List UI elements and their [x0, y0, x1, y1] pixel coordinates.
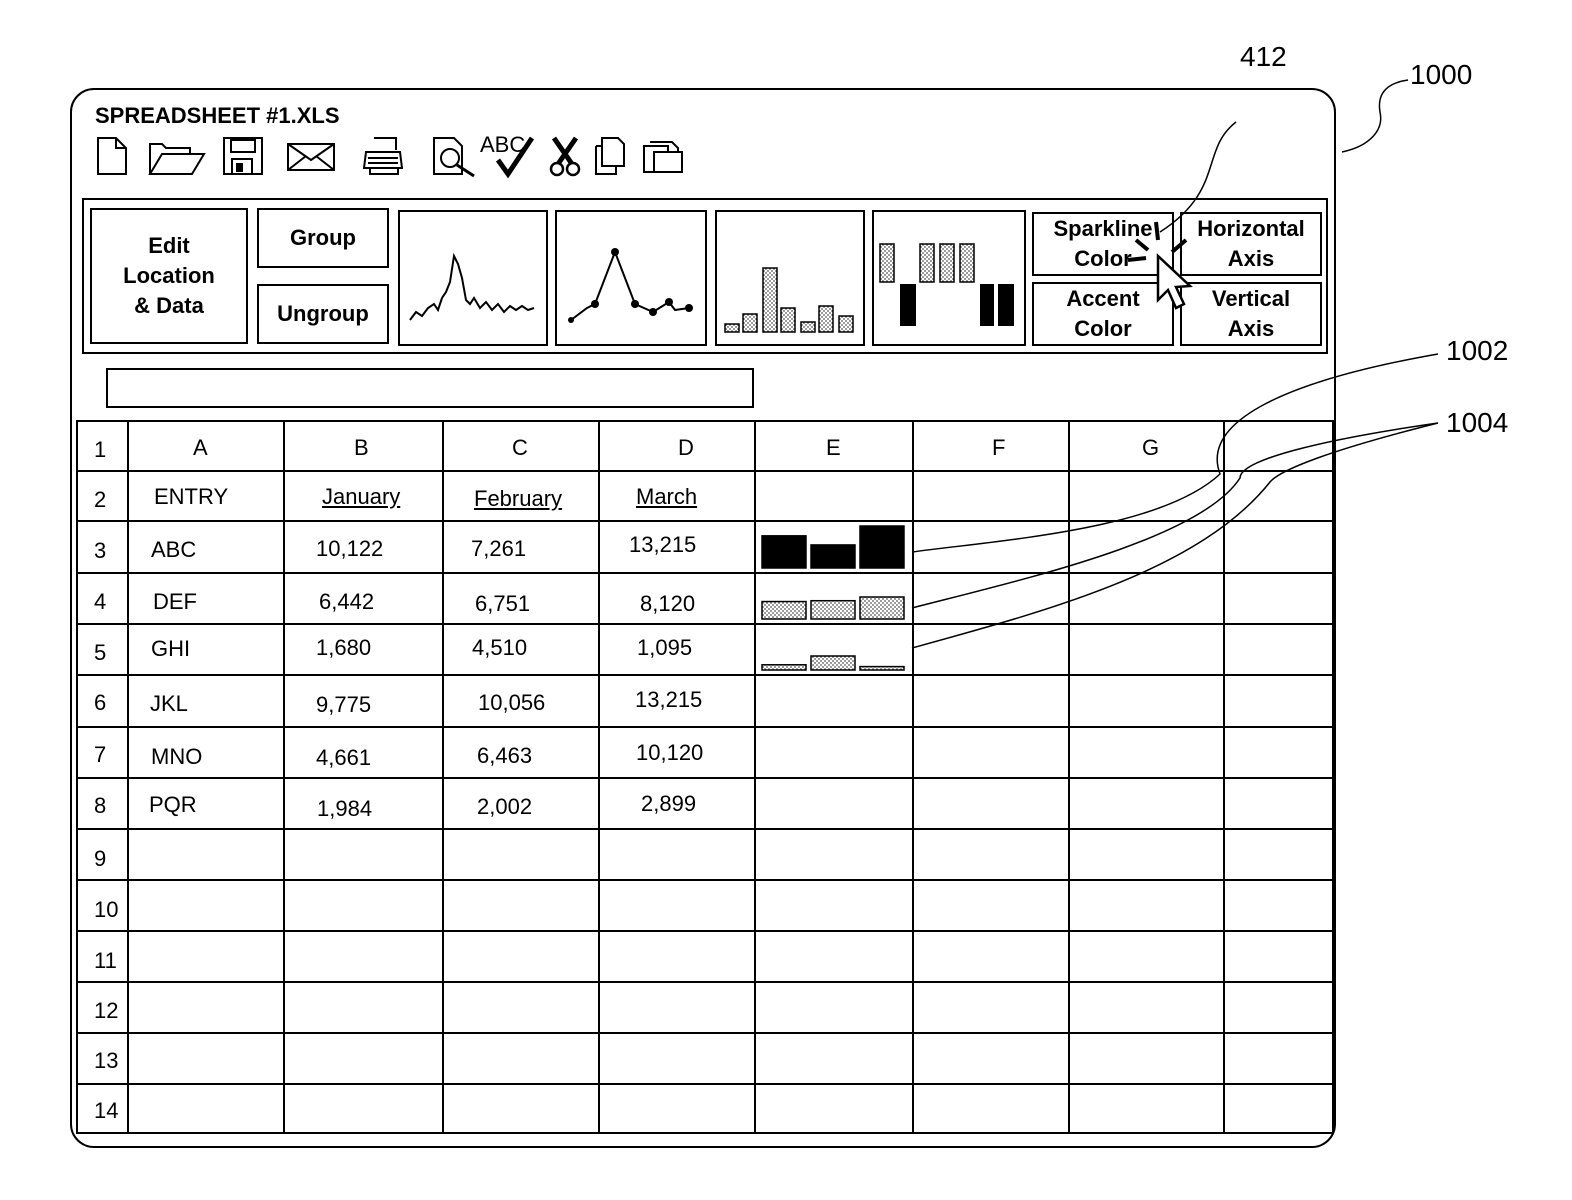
ungroup-button[interactable]: Ungroup — [257, 284, 389, 344]
cell-value[interactable]: 1,095 — [637, 635, 693, 660]
row-number[interactable]: 5 — [94, 640, 107, 665]
cell-entry[interactable]: PQR — [149, 792, 197, 817]
cell-value[interactable]: 1,680 — [316, 635, 372, 660]
edit-location-data-button[interactable]: Edit Location & Data — [90, 208, 248, 344]
cell-value[interactable]: 1,984 — [317, 796, 373, 821]
cell-value[interactable]: 6,751 — [475, 591, 531, 616]
leader-line-1004-a — [912, 423, 1438, 608]
sparkline-bar-def-3 — [860, 597, 904, 619]
header-march[interactable]: March — [636, 484, 698, 509]
group-button[interactable]: Group — [257, 208, 389, 268]
column-header-c[interactable]: C — [512, 435, 528, 460]
cell-value[interactable]: 4,661 — [316, 745, 372, 770]
row-number[interactable]: 9 — [94, 846, 107, 871]
row-number[interactable]: 2 — [94, 487, 107, 512]
sparkline-bar-abc-1 — [762, 536, 806, 568]
leader-line-1004-b — [912, 423, 1438, 648]
cell-value[interactable]: 6,442 — [319, 589, 375, 614]
sparkline-bar-abc-2 — [811, 545, 855, 568]
cell-entry[interactable]: GHI — [151, 636, 191, 661]
mouse-pointer-icon — [1128, 222, 1190, 308]
cell-entry[interactable]: DEF — [153, 589, 197, 614]
cell-value[interactable]: 13,215 — [635, 687, 703, 712]
row-number[interactable]: 4 — [94, 589, 107, 614]
row-number[interactable]: 12 — [94, 998, 119, 1023]
cell-value[interactable]: 13,215 — [629, 532, 697, 557]
vertical-axis-button[interactable]: Vertical Axis — [1180, 282, 1322, 346]
leader-line-412 — [1160, 122, 1236, 232]
sparkline-bar-ghi-1 — [762, 665, 806, 670]
callout-1000: 1000 — [1410, 59, 1473, 90]
row-number[interactable]: 3 — [94, 538, 107, 563]
header-february[interactable]: February — [474, 486, 563, 511]
cell-value[interactable]: 10,120 — [636, 740, 704, 765]
cell-entry[interactable]: MNO — [151, 744, 203, 769]
window-title: SPREADSHEET #1.XLS — [95, 103, 340, 128]
sparkline-bar-abc-3 — [860, 526, 904, 568]
sparkline-bar-ghi-2 — [811, 656, 855, 670]
horizontal-axis-button[interactable]: Horizontal Axis — [1180, 212, 1322, 276]
cell-value[interactable]: 10,122 — [316, 536, 384, 561]
row-number[interactable]: 1 — [94, 437, 107, 462]
cell-value[interactable]: 9,775 — [316, 692, 372, 717]
row-number[interactable]: 7 — [94, 742, 107, 767]
spell-check-label: ABC — [480, 132, 526, 157]
callout-1002: 1002 — [1446, 335, 1509, 366]
callout-1004: 1004 — [1446, 407, 1509, 438]
column-header-g[interactable]: G — [1142, 435, 1160, 460]
cell-entry[interactable]: ABC — [151, 537, 197, 562]
cell-value[interactable]: 10,056 — [478, 690, 546, 715]
cell-value[interactable]: 7,261 — [471, 536, 527, 561]
cell-value[interactable]: 4,510 — [472, 635, 528, 660]
leader-line-1000 — [1342, 80, 1408, 152]
column-header-d[interactable]: D — [678, 435, 694, 460]
column-header-f[interactable]: F — [992, 435, 1006, 460]
sparkline-bar-def-2 — [811, 601, 855, 619]
column-header-b[interactable]: B — [354, 435, 369, 460]
row-number[interactable]: 8 — [94, 793, 107, 818]
header-entry[interactable]: ENTRY — [154, 484, 229, 509]
row-number[interactable]: 10 — [94, 897, 119, 922]
row-number[interactable]: 14 — [94, 1098, 119, 1123]
cell-value[interactable]: 6,463 — [477, 743, 533, 768]
cell-value[interactable]: 2,002 — [477, 794, 533, 819]
cell-value[interactable]: 8,120 — [640, 591, 696, 616]
row-number[interactable]: 11 — [94, 948, 117, 973]
column-header-e[interactable]: E — [826, 435, 841, 460]
cell-entry[interactable]: JKL — [150, 691, 188, 716]
sparkline-bar-def-1 — [762, 602, 806, 619]
accent-color-button[interactable]: Accent Color — [1032, 282, 1174, 346]
sparkline-bar-ghi-3 — [860, 667, 904, 670]
sparkline-color-button[interactable]: Sparkline Color — [1032, 212, 1174, 276]
column-header-a[interactable]: A — [193, 435, 208, 460]
cell-value[interactable]: 2,899 — [641, 791, 697, 816]
header-january[interactable]: January — [322, 484, 401, 509]
callout-412: 412 — [1240, 41, 1287, 72]
row-number[interactable]: 13 — [94, 1048, 119, 1073]
leader-line-1002 — [912, 354, 1438, 552]
row-number[interactable]: 6 — [94, 690, 107, 715]
